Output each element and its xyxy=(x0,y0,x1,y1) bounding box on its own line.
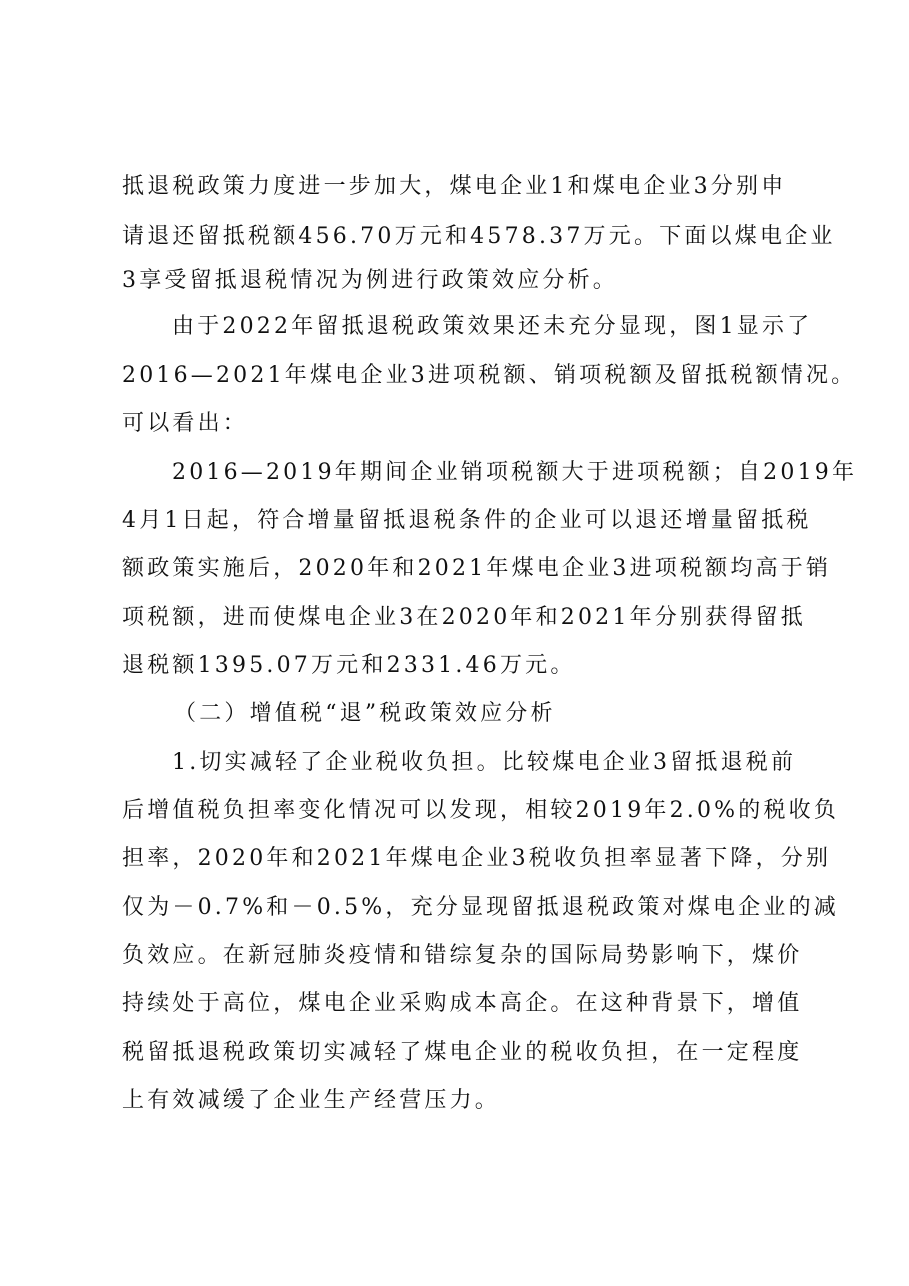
paragraph-line: 2016—2021年煤电企业3进项税额、销项税额及留抵税额情况。 xyxy=(122,363,857,388)
paragraph-line: 4月1日起，符合增量留抵退税条件的企业可以退还增量留抵税 xyxy=(122,508,812,533)
paragraph-line: 退税额1395.07万元和2331.46万元。 xyxy=(122,653,576,678)
paragraph-line: 持续处于高位，煤电企业采购成本高企。在这种背景下，增值 xyxy=(122,991,803,1016)
paragraph-line: 负效应。在新冠肺炎疫情和错综复杂的国际局势影响下，煤价 xyxy=(122,943,803,968)
paragraph-line: 额政策实施后，2020年和2021年煤电企业3进项税额均高于销 xyxy=(122,556,832,581)
section-heading: （二）增值税“退”税政策效应分析 xyxy=(174,701,556,726)
paragraph-line: 可以看出： xyxy=(122,411,249,436)
paragraph-line: 抵退税政策力度进一步加大，煤电企业1和煤电企业3分别申 xyxy=(122,174,787,199)
paragraph-line: 请退还留抵税额456.70万元和4578.37万元。下面以煤电企业 xyxy=(122,224,836,249)
paragraph-line: 后增值税负担率变化情况可以发现，相较2019年2.0%的税收负 xyxy=(122,798,840,823)
paragraph-line: 3享受留抵退税情况为例进行政策效应分析。 xyxy=(122,268,618,293)
paragraph-line: 上有效减缓了企业生产经营压力。 xyxy=(122,1088,501,1113)
paragraph-line: 由于2022年留抵退税政策效果还未充分显现，图1显示了 xyxy=(172,314,813,339)
paragraph-line: 1.切实减轻了企业税收负担。比较煤电企业3留抵退税前 xyxy=(172,750,797,775)
paragraph-line: 税留抵退税政策切实减轻了煤电企业的税收负担，在一定程度 xyxy=(122,1040,803,1065)
paragraph-line: 担率，2020年和2021年煤电企业3税收负担率显著下降，分别 xyxy=(122,846,832,871)
paragraph-line: 项税额，进而使煤电企业3在2020年和2021年分别获得留抵 xyxy=(122,605,806,630)
paragraph-line: 仅为－0.7%和－0.5%，充分显现留抵退税政策对煤电企业的减 xyxy=(122,895,839,920)
paragraph-line: 2016—2019年期间企业销项税额大于进项税额；自2019年 xyxy=(172,460,858,485)
